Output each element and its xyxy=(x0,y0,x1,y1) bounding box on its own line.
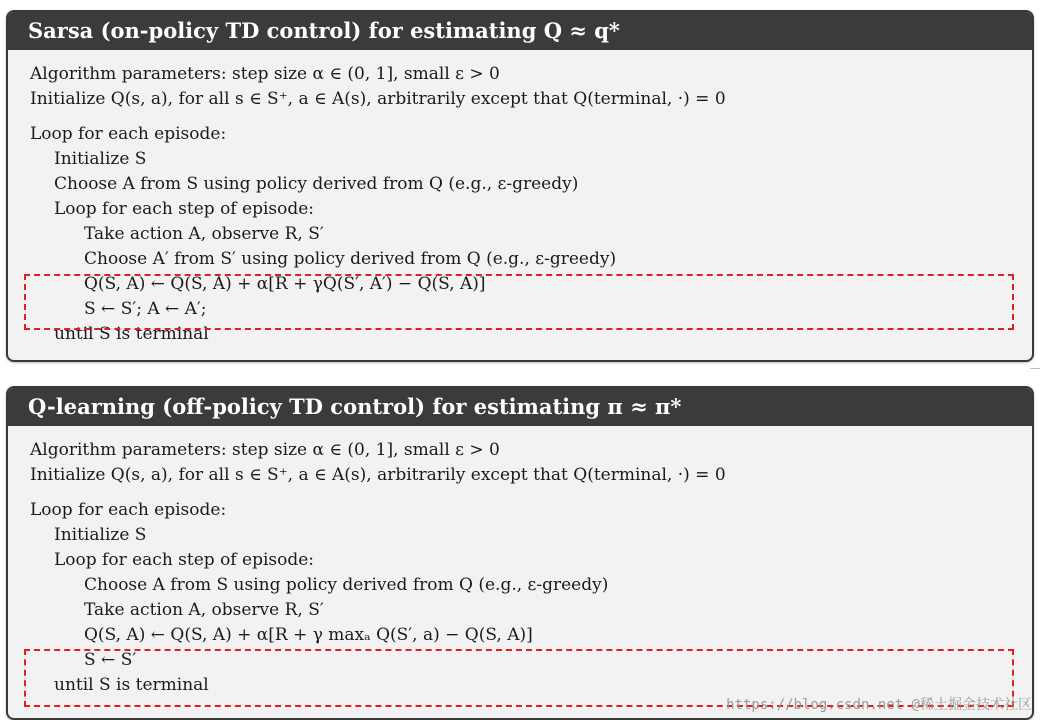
sarsa-line-assign: S ← S′; A ← A′; xyxy=(84,299,207,319)
sarsa-line-take-action: Take action A, observe R, S′ xyxy=(84,224,324,244)
side-rule xyxy=(1030,368,1040,369)
qlearning-line-loop-step: Loop for each step of episode: xyxy=(54,550,315,570)
sarsa-line-loop-step: Loop for each step of episode: xyxy=(54,199,315,219)
qlearning-line-assign: S ← S′ xyxy=(84,650,137,670)
qlearning-line-init-s: Initialize S xyxy=(54,525,147,545)
qlearning-line-take-action: Take action A, observe R, S′ xyxy=(84,600,324,620)
sarsa-line-choose-a: Choose A from S using policy derived from Q (e.g., ε-greedy) xyxy=(54,174,579,194)
sarsa-line-update: Q(S, A) ← Q(S, A) + α[R + γQ(S′, A′) − Q(S, A)] xyxy=(84,274,486,294)
watermark: https://blog.csdn.net @稀土掘金技术社区 xyxy=(726,697,1032,713)
qlearning-line-until: until S is terminal xyxy=(54,675,209,695)
sarsa-algorithm-box xyxy=(6,10,1034,362)
qlearning-line-choose-a: Choose A from S using policy derived from Q (e.g., ε-greedy) xyxy=(84,575,609,595)
sarsa-line-params: Algorithm parameters: step size α ∈ (0, 1], small ε > 0 xyxy=(30,64,500,84)
qlearning-body xyxy=(8,426,1032,698)
qlearning-algorithm-box xyxy=(6,386,1034,720)
sarsa-line-init: Initialize Q(s, a), for all s ∈ S⁺, a ∈ A(s), arbitrarily except that Q(terminal, ·) = 0 xyxy=(30,89,726,109)
sarsa-line-until: until S is terminal xyxy=(54,324,209,344)
sarsa-line-init-s: Initialize S xyxy=(54,149,147,169)
sarsa-body xyxy=(8,50,1032,347)
qlearning-line-loop-episode: Loop for each episode: xyxy=(30,500,227,520)
qlearning-line-init: Initialize Q(s, a), for all s ∈ S⁺, a ∈ A(s), arbitrarily except that Q(terminal, ·) = 0 xyxy=(30,465,726,485)
qlearning-title: Q-learning (off-policy TD control) for estimating π ≈ π* xyxy=(8,388,1032,426)
qlearning-line-update: Q(S, A) ← Q(S, A) + α[R + γ maxₐ Q(S′, a) − Q(S, A)] xyxy=(84,625,533,645)
sarsa-title: Sarsa (on-policy TD control) for estimating Q ≈ q* xyxy=(8,12,1032,50)
qlearning-line-params: Algorithm parameters: step size α ∈ (0, 1], small ε > 0 xyxy=(30,440,500,460)
sarsa-line-loop-episode: Loop for each episode: xyxy=(30,124,227,144)
sarsa-line-choose-a-prime: Choose A′ from S′ using policy derived from Q (e.g., ε-greedy) xyxy=(84,249,617,269)
